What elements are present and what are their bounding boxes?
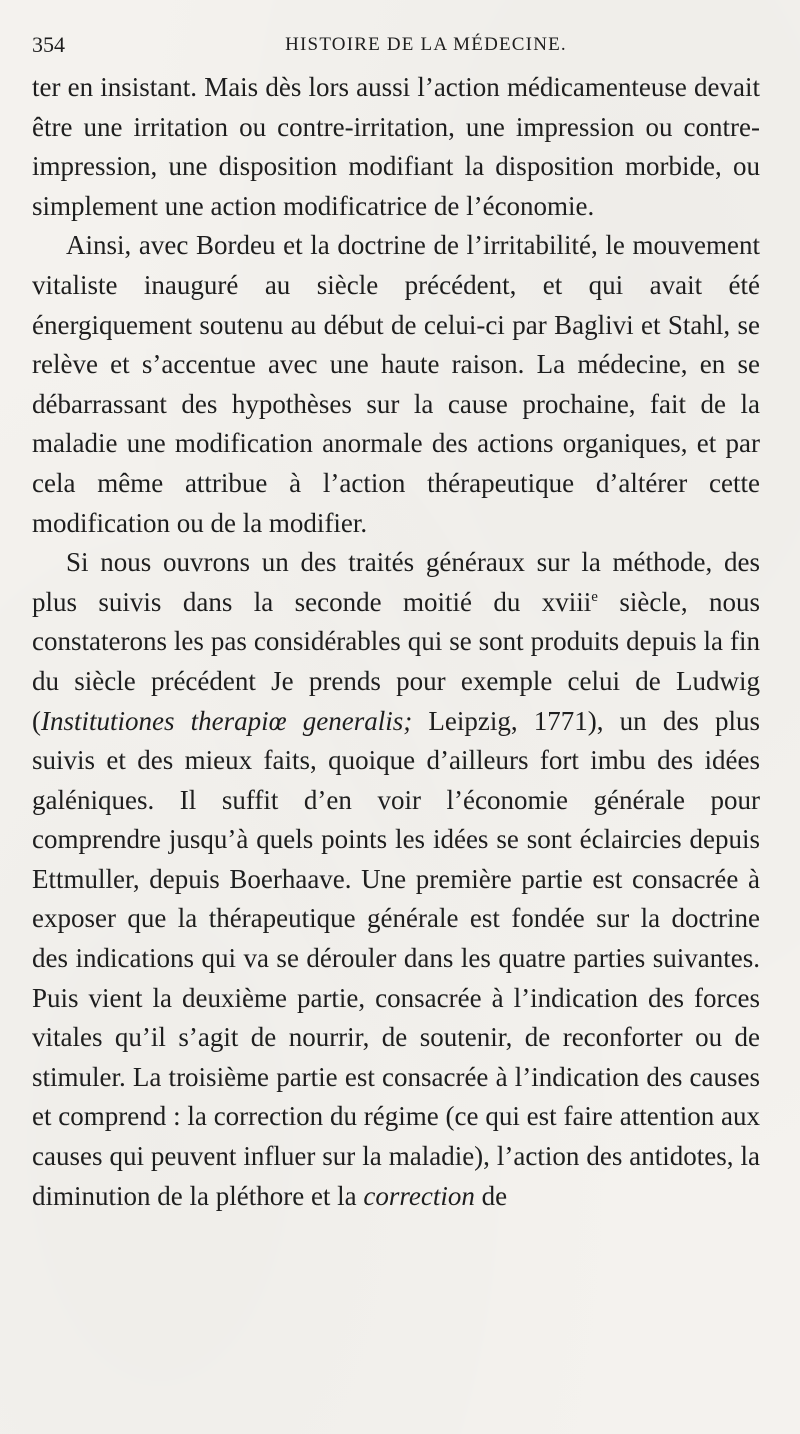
century-superscript: e (591, 588, 598, 605)
paragraph-3-text-d: de (474, 1180, 508, 1211)
body-text (32, 68, 760, 1216)
paragraph-3-text-b: siècle, nous constaterons les pas considérables qui se sont produits depuis la fin du siècle précédent Je prends pour exemple celui de Ludwig ( (32, 586, 760, 736)
paragraph-3-text-c: Leipzig, 1771), un des plus suivis et des mieux faits, quoique d’ailleurs fort imbu des idées galéniques. Il suffit d’en voir l’économie générale pour comprendre jusqu’à quels points les idées se sont éclaircies depuis Ettmuller, depuis Boerhaave. Une première partie est consacrée à exposer que la thérapeutique générale est fondée sur la doctrine des indications qui va se dérouler dans les quatre parties suivantes. Puis vient la deuxième partie, consacrée à l’indication des forces vitales qu’il s’agit de nourrir, de soutenir, de reconforter ou de stimuler. La troisième partie est consacrée à l’indication des causes et comprend : la correction du régime (ce qui est faire attention aux causes qui peuvent influer sur la maladie), l’action des antidotes, la diminution de la pléthore et la (32, 705, 760, 1211)
correction-italic: correction (363, 1180, 475, 1211)
paragraph-1: ter en insistant. Mais dès lors aussi l’action médicamenteuse devait être une irritation ou contre-irritation, une impression ou contre-impression, une disposition modifiant la disposition morbide, ou simplement une action modificatrice de l’économie. (32, 72, 760, 221)
paragraph-3-text-a: Si nous ouvrons un des traités généraux sur la méthode, des plus suivis dans la seconde moitié du xviii (32, 547, 760, 617)
running-head (32, 28, 760, 62)
book-title-italic: Institutiones therapiœ generalis; (41, 705, 413, 736)
running-title: HISTOIRE DE LA MÉDECINE. (285, 34, 567, 55)
paragraph-3 (32, 543, 760, 1216)
paragraph-2: Ainsi, avec Bordeu et la doctrine de l’irritabilité, le mouvement vitaliste inauguré au siècle précédent, et qui avait été énergiquement soutenu au début de celui-ci par Baglivi et Stahl, se relève et s’accentue avec une haute raison. La médecine, en se débarrassant des hypothèses sur la cause prochaine, fait de la maladie une modification anormale des actions organiques, et par cela même attribue à l’action thérapeutique d’altérer cette modification ou de la modifier. (32, 230, 760, 538)
page-number: 354 (32, 32, 65, 57)
